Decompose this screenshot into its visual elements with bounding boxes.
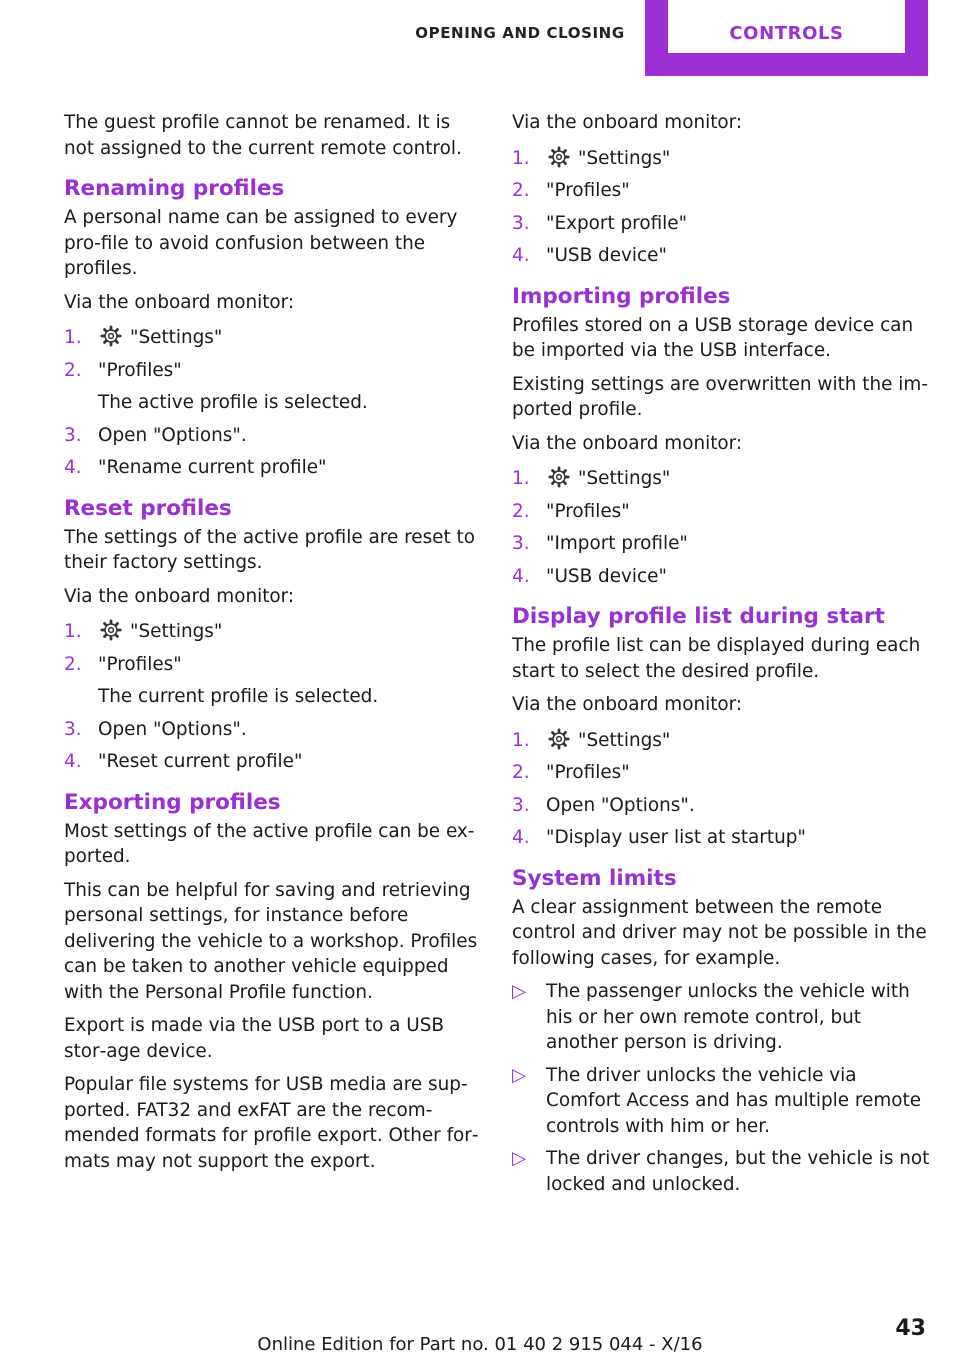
step-item <box>512 178 932 204</box>
importing-steps <box>512 466 932 589</box>
list-item-text: The passenger unlocks the vehicle with his or her own remote control, but another person is driving. <box>546 981 910 1053</box>
step-number: 1. <box>64 621 82 642</box>
gear-icon <box>548 728 570 750</box>
heading-system-limits: System limits <box>512 865 677 891</box>
step-text: "Profiles" <box>98 653 182 675</box>
step-item <box>512 564 932 590</box>
step-number: 4. <box>64 751 82 772</box>
system-limits-list <box>512 979 932 1197</box>
step-text: "Settings" <box>578 729 671 751</box>
chapter-tab: CONTROLS <box>668 0 905 53</box>
step-item <box>64 423 482 449</box>
importing-p2: Existing settings are overwritten with the im‐ported profile. <box>512 373 928 420</box>
gear-icon <box>548 146 570 168</box>
renaming-via: Via the onboard monitor: <box>64 291 295 313</box>
step-number: 3. <box>64 718 82 740</box>
list-item <box>512 1063 932 1140</box>
heading-importing-profiles: Importing profiles <box>512 283 731 309</box>
heading-exporting-profiles: Exporting profiles <box>64 789 281 815</box>
step-item <box>64 455 482 481</box>
step-item <box>512 825 932 851</box>
step-number: 2. <box>512 180 530 201</box>
step-text: "Settings" <box>130 327 223 348</box>
step-item <box>512 531 932 557</box>
importing-via: Via the onboard monitor: <box>512 432 743 454</box>
step-number: 2. <box>512 762 530 783</box>
importing-p1: Profiles stored on a USB storage device can be imported via the USB interface. <box>512 314 914 361</box>
step-text: Open "Options". <box>98 424 247 446</box>
step-item <box>512 243 932 269</box>
step-number: 1. <box>512 468 530 489</box>
step-text: "USB device" <box>546 565 667 587</box>
page-number: 43 <box>895 1316 926 1341</box>
heading-reset-profiles: Reset profiles <box>64 495 232 521</box>
step-text: "Reset current profile" <box>98 751 303 772</box>
reset-steps <box>64 619 482 775</box>
exporting-p2: This can be helpful for saving and retrieving personal settings, for instance before delivering the vehicle to a workshop. Profiles can be taken to another vehicle equipped with the Personal Profile function. <box>64 879 478 1003</box>
step-number: 4. <box>512 245 530 266</box>
footer-edition: Online Edition for Part no. 01 40 2 915 044 - X/16 <box>257 1334 703 1355</box>
step-number: 1. <box>512 729 530 751</box>
export-via: Via the onboard monitor: <box>512 112 743 133</box>
step-text: "USB device" <box>546 245 667 266</box>
step-subtext: The current profile is selected. <box>98 686 379 707</box>
step-text: "Settings" <box>130 621 223 642</box>
list-item <box>512 979 932 1056</box>
step-item <box>512 211 932 237</box>
list-item-text: The driver changes, but the vehicle is not locked and unlocked. <box>546 1148 930 1195</box>
step-text: "Rename current profile" <box>98 457 327 478</box>
step-item <box>64 619 482 645</box>
step-number: 3. <box>64 424 82 446</box>
heading-renaming-profiles: Renaming profiles <box>64 176 285 201</box>
step-number: 1. <box>512 147 530 169</box>
system-limits-text: A clear assignment between the remote control and driver may not be possible in the following cases, for example. <box>512 896 927 969</box>
step-item <box>64 325 482 351</box>
step-text: "Profiles" <box>98 359 182 381</box>
step-item <box>512 466 932 492</box>
section-title: OPENING AND CLOSING <box>415 24 625 42</box>
step-number: 3. <box>512 794 530 816</box>
step-number: 4. <box>64 457 82 478</box>
list-item <box>512 1146 932 1197</box>
reset-text: The settings of the active profile are reset to their factory settings. <box>64 526 475 573</box>
reset-via: Via the onboard monitor: <box>64 585 295 607</box>
step-number: 1. <box>64 327 82 348</box>
left-column <box>64 110 482 1182</box>
step-text: "Profiles" <box>546 180 630 201</box>
exporting-p3: Export is made via the USB port to a USB stor‐age device. <box>64 1015 445 1062</box>
step-text: Open "Options". <box>546 794 695 816</box>
right-column <box>512 110 932 1204</box>
step-item <box>512 760 932 786</box>
gear-icon <box>100 619 122 641</box>
display-list-text: The profile list can be displayed during each start to select the desired profile. <box>512 635 921 682</box>
step-item <box>64 652 482 710</box>
step-number: 3. <box>512 212 530 234</box>
heading-display-profile-list: Display profile list during start <box>512 604 885 629</box>
step-number: 3. <box>512 533 530 554</box>
step-item <box>512 146 932 172</box>
list-item-text: The driver unlocks the vehicle via Comfort Access and has multiple remote controls with him or her. <box>546 1064 922 1137</box>
renaming-text: A personal name can be assigned to every pro‐file to avoid confusion between the profiles. <box>64 207 458 279</box>
step-number: 2. <box>512 500 530 522</box>
step-item <box>512 793 932 819</box>
step-subtext: The active profile is selected. <box>98 392 368 413</box>
step-item <box>64 749 482 775</box>
display-list-steps <box>512 728 932 851</box>
triangle-bullet-icon: ▷ <box>512 1064 527 1086</box>
display-list-via: Via the onboard monitor: <box>512 694 743 715</box>
exporting-p4: Popular file systems for USB media are sup‐ported. FAT32 and exFAT are the recom‐mended formats for profile export. Other for‐mats may not support the export. <box>64 1074 479 1172</box>
step-text: "Import profile" <box>546 533 688 554</box>
step-item <box>64 358 482 416</box>
exporting-p1: Most settings of the active profile can be ex‐ported. <box>64 820 475 867</box>
step-text: "Profiles" <box>546 500 630 522</box>
gear-icon <box>548 466 570 488</box>
step-number: 2. <box>64 653 82 675</box>
step-item <box>512 728 932 754</box>
step-text: Open "Options". <box>98 718 247 740</box>
intro-paragraph: The guest profile cannot be renamed. It is not assigned to the current remote control. <box>64 112 462 159</box>
step-text: "Settings" <box>578 147 671 169</box>
step-text: "Settings" <box>578 468 671 489</box>
triangle-bullet-icon: ▷ <box>512 981 527 1002</box>
step-text: "Export profile" <box>546 212 688 234</box>
step-number: 2. <box>64 359 82 381</box>
triangle-bullet-icon: ▷ <box>512 1148 527 1169</box>
step-item <box>512 499 932 525</box>
step-text: "Display user list at startup" <box>546 827 806 848</box>
export-steps <box>512 146 932 269</box>
step-number: 4. <box>512 827 530 848</box>
step-number: 4. <box>512 565 530 587</box>
renaming-steps <box>64 325 482 481</box>
gear-icon <box>100 325 122 347</box>
step-item <box>64 717 482 743</box>
step-text: "Profiles" <box>546 762 630 783</box>
